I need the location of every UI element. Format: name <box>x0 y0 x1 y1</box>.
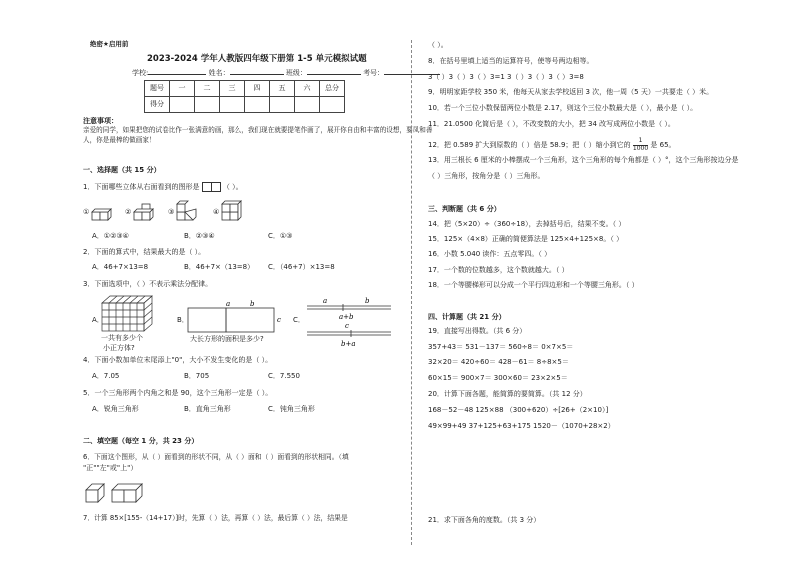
figure-label: ② <box>125 208 132 216</box>
q19-row: 60×15＝ 900×7＝ 300×60＝ 23×2×5＝ <box>428 374 568 382</box>
q19-row: 32×20＝ 420÷60＝ 428－61＝ 8÷8×5＝ <box>428 358 569 366</box>
option-b[interactable]: B．直角三角形 <box>184 405 231 413</box>
question-7: 7．计算 85×[155-（14+17）]时，先算（ ）法，再算（ ）法，最后算（ ）法，结果是 <box>83 514 348 522</box>
question-13: 13．用三根长 6 厘米的小棒摆成一个三角形，这个三角形的每个角都是（ ）°，这个三角形按边分是 <box>428 156 739 164</box>
score-input[interactable] <box>295 97 320 113</box>
school-label: 学校: <box>132 69 149 77</box>
q6-cube-figure <box>84 480 170 506</box>
letter-label: c <box>345 322 349 330</box>
letter-label: b+a <box>341 340 356 348</box>
option-c[interactable]: C． <box>293 316 305 324</box>
figure-label: ③ <box>168 208 175 216</box>
section-title: 一、选择题（共 15 分） <box>83 166 161 174</box>
table-cell: 五 <box>270 81 295 97</box>
question-19: 19．直接写出得数。（共 6 分） <box>428 327 527 335</box>
question-9: 9．明明家距学校 350 米，他每天从家去学校返回 3 次，他一周（5 天）一共要走（ ）米。 <box>428 88 714 96</box>
question-16: 16．小数 5.040 读作：五点零四。（ ） <box>428 250 552 258</box>
q1-cube-figures <box>82 200 252 226</box>
rectangle-figure <box>186 300 286 334</box>
secret-label: 绝密★启用前 <box>90 40 129 48</box>
q19-row: 357+43＝ 531－137＝ 560÷8＝ 0×7×5＝ <box>428 343 574 351</box>
letter-label: a <box>226 300 231 308</box>
notice-line: 亲爱的同学，如果把您的试卷比作一张满意的画，那么，我们现在就要提笔作画了，展开你自由和丰富的设想，要凤和善 <box>83 126 433 134</box>
section-title: 三、判断题（共 6 分） <box>428 205 501 213</box>
letter-label: a <box>323 297 328 305</box>
q7-continuation: （ ）。 <box>428 41 448 49</box>
exam-title: 2023-2024 学年人教版四年级下册第 1-5 单元模拟试题 <box>147 54 367 64</box>
table-cell: 得分 <box>145 97 170 113</box>
question-14: 14．把（5×20）÷（360÷18），去掉括号后，结果不变。（ ） <box>428 220 626 228</box>
option-b[interactable]: B．46+7×（13=8） <box>184 263 255 271</box>
section-title: 二、填空题（每空 1 分，共 23 分） <box>83 437 199 445</box>
cube-grid-figure <box>100 293 160 333</box>
option-a[interactable]: A．锐角三角形 <box>92 405 139 413</box>
question-6: 6．下面这个图形，从（ ）面看到的形状不同，从（ ）面和（ ）面看到的形状相同。（填 <box>83 453 349 461</box>
question-8-line: 3（ ）3（ ）3（ ）3=1 3（ ）3（ ）3（ ）3=8 <box>428 73 584 81</box>
question-5: 5．一个三角形两个内角之和是 90，这个三角形一定是（ ）。 <box>83 389 273 397</box>
option-a[interactable]: A．7.05 <box>92 372 120 380</box>
letter-label: b <box>250 300 255 308</box>
question-18: 18．一个等腰梯形可以分成一个平行四边形和一个等腰三角形。（ ） <box>428 281 639 289</box>
score-input[interactable] <box>270 97 295 113</box>
figure-label: ④ <box>213 208 220 216</box>
option-b[interactable]: B．②③④ <box>184 232 215 240</box>
score-input[interactable] <box>320 97 345 113</box>
figure-caption: 一共有多少个 <box>101 334 143 342</box>
q20-row: 168－52－48 125×88 （300+620）÷[26+（2×10）] <box>428 406 609 414</box>
question-12: 12．把 0.589 扩大到原数的（ ）倍是 58.9；把（ ）缩小到它的 $\frac{1}{1000}$ 是 65。 <box>428 137 676 152</box>
question-11: 11．21.0500 化简后是（ ），不改变数的大小，把 34 改写成两位小数是（ ）。 <box>428 120 675 128</box>
q20-row: 49×99+49 37+125+63+175 1520－（1070+28×2） <box>428 422 615 430</box>
option-c[interactable]: C．7.550 <box>268 372 300 380</box>
table-cell: 三 <box>220 81 245 97</box>
question-13-cont: （ ）三角形，按角分是（ ）三角形。 <box>428 172 545 180</box>
table-cell: 题号 <box>145 81 170 97</box>
notice-line: 人，你是最棒的做画家！ <box>83 136 156 144</box>
square-icon <box>202 182 212 192</box>
question-8: 8．在括号里填上适当的运算符号，使等号两边相等。 <box>428 57 594 65</box>
option-b[interactable]: B． <box>177 316 189 324</box>
score-input[interactable] <box>195 97 220 113</box>
letter-label: c <box>277 316 281 324</box>
question-6-hint: "正""左"或"上"） <box>83 464 138 472</box>
question-21: 21．求下面各角的度数。（共 3 分） <box>428 516 541 524</box>
table-cell: 一 <box>170 81 195 97</box>
option-c[interactable]: C．①③ <box>268 232 293 240</box>
notice-title: 注意事项： <box>83 117 118 125</box>
line-segment-figure <box>303 294 395 350</box>
question-20: 20．计算下面各题，能简算的要简算。（共 12 分） <box>428 390 587 398</box>
figure-caption: 小正方体? <box>103 344 135 352</box>
info-line <box>132 70 440 77</box>
question-15: 15．125×（4×8）正确的简便算法是 125×4+125×8。（ ） <box>428 235 624 243</box>
letter-label: a+b <box>339 313 354 321</box>
figure-label: ① <box>83 208 90 216</box>
option-c[interactable]: C．（46+7）×13=8 <box>268 263 335 271</box>
class-label: 班级： <box>285 69 307 77</box>
figure-caption: 大长方形的面积是多少? <box>190 335 264 343</box>
question-4: 4．下面小数加单位末尾添上"0"，大小不发生变化的是（ ）。 <box>83 356 273 364</box>
table-cell: 六 <box>295 81 320 97</box>
question-17: 17．一个数的位数越多，这个数就越大。（ ） <box>428 266 569 274</box>
fraction: $\frac{1}{1000}$ <box>632 137 649 152</box>
score-table-row <box>145 81 345 97</box>
option-b[interactable]: B．705 <box>184 372 210 380</box>
score-input[interactable] <box>220 97 245 113</box>
letter-label: b <box>365 297 370 305</box>
name-label: 姓名： <box>208 69 230 77</box>
score-input[interactable] <box>245 97 270 113</box>
table-cell: 四 <box>245 81 270 97</box>
option-c[interactable]: C．钝角三角形 <box>268 405 315 413</box>
question-3: 3．下面选项中，（ ）不表示乘法分配律。 <box>83 280 213 288</box>
column-divider <box>411 40 412 545</box>
id-label: 考号： <box>363 69 385 77</box>
section-title: 四、计算题（共 21 分） <box>428 313 506 321</box>
score-input[interactable] <box>170 97 195 113</box>
option-a[interactable]: A．46+7×13=8 <box>92 263 149 271</box>
table-cell: 总分 <box>320 81 345 97</box>
table-cell: 二 <box>195 81 220 97</box>
square-icon <box>212 182 221 192</box>
question-2: 2．下面的算式中，结果最大的是（ ）。 <box>83 248 206 256</box>
question-10: 10．若一个三位小数保留两位小数是 2.17，则这个三位小数最大是（ ），最小是（ ）。 <box>428 104 698 112</box>
score-table-row <box>145 97 345 113</box>
option-a[interactable]: A． <box>92 316 104 324</box>
option-a[interactable]: A．①②③④ <box>92 232 129 240</box>
question-1: 1．下面哪些立体从右面看到的图形是 （ ）。 <box>83 183 243 191</box>
score-table <box>144 80 345 113</box>
